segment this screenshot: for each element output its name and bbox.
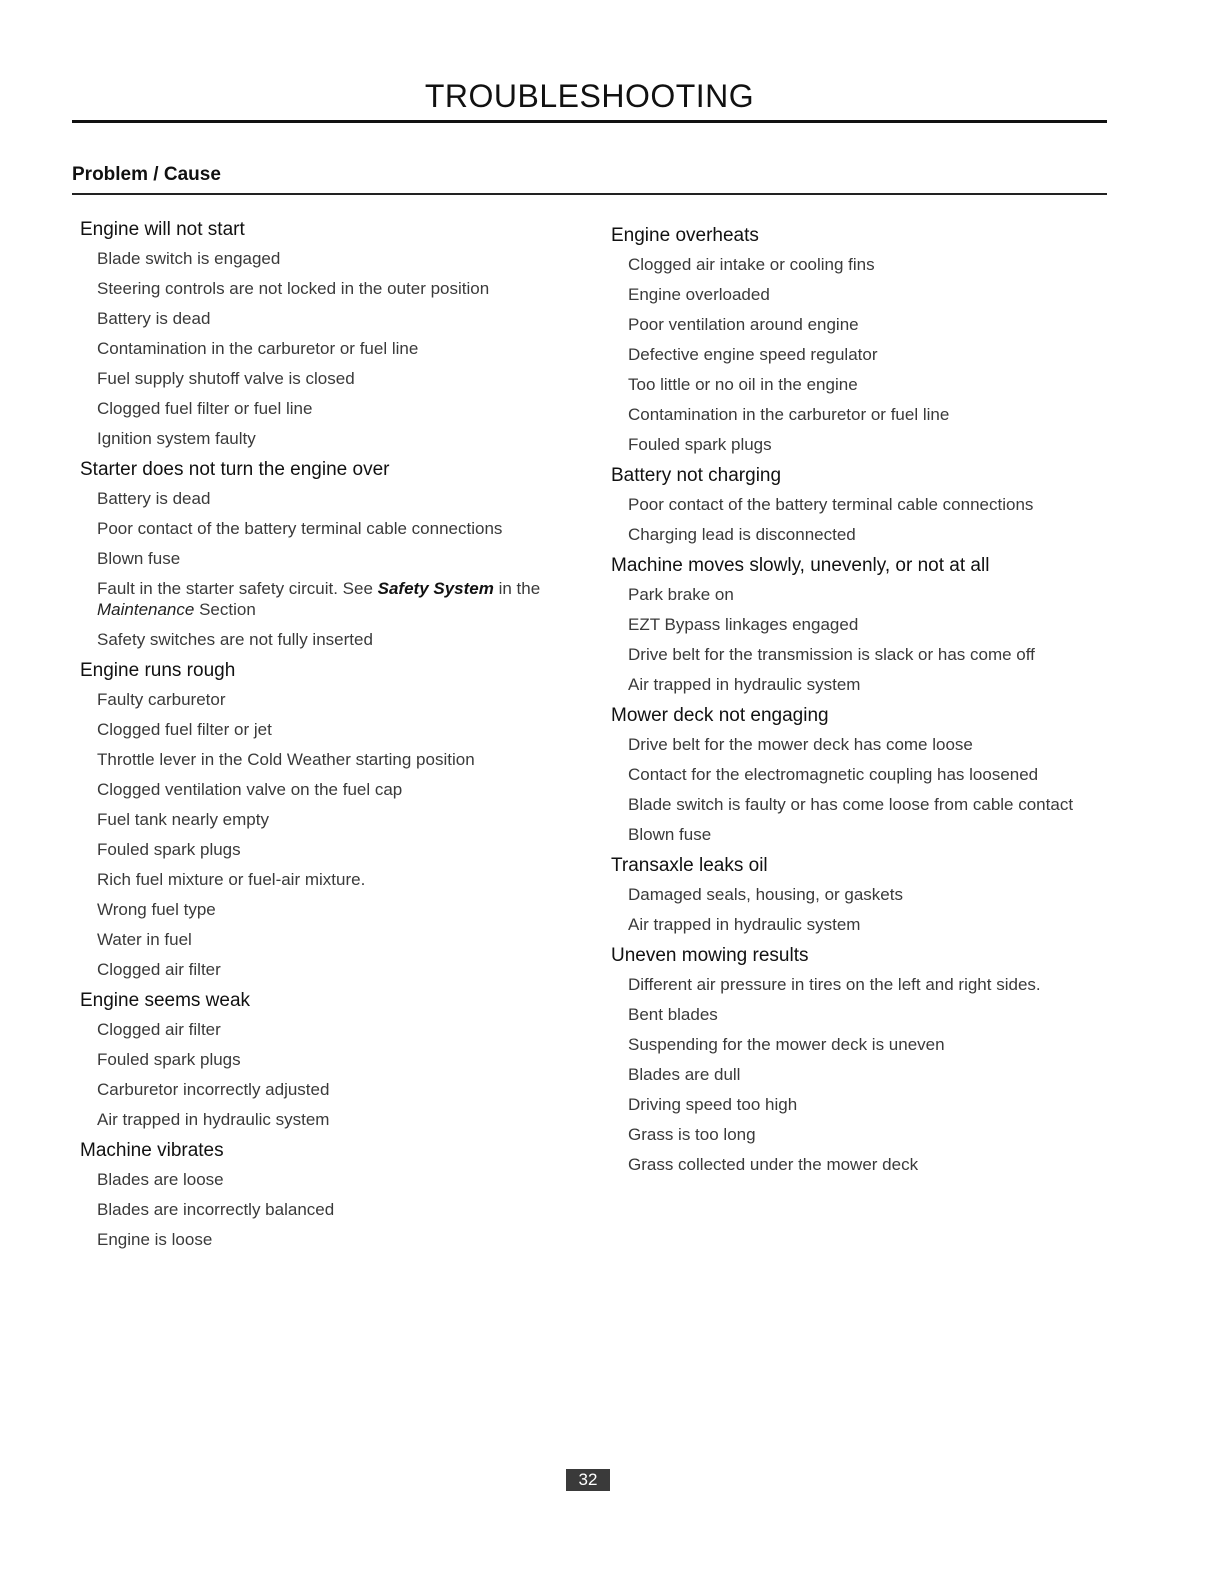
problem-group — [611, 464, 1111, 545]
cause-item: Too little or no oil in the engine — [628, 375, 858, 394]
cross-reference-italic: Maintenance — [97, 600, 195, 619]
cause-item: Clogged air filter — [97, 1020, 221, 1039]
problem-heading: Machine vibrates — [80, 1140, 224, 1161]
cause-item: Engine is loose — [97, 1230, 213, 1249]
problem-heading: Transaxle leaks oil — [611, 855, 768, 876]
problem-heading: Engine overheats — [611, 225, 759, 246]
cause-list — [611, 584, 1111, 695]
problem-heading: Machine moves slowly, unevenly, or not at all — [611, 555, 990, 576]
problem-heading: Starter does not turn the engine over — [80, 459, 390, 480]
cause-item: Air trapped in hydraulic system — [628, 915, 861, 934]
problem-heading: Battery not charging — [611, 465, 782, 486]
problem-heading: Engine will not start — [80, 219, 245, 240]
problem-group — [80, 1139, 580, 1250]
cause-text: Section — [194, 600, 256, 619]
cause-item: Driving speed too high — [628, 1095, 798, 1114]
cause-item: Suspending for the mower deck is uneven — [628, 1035, 945, 1054]
cause-item: Blade switch is engaged — [97, 249, 281, 268]
cause-text: in the — [493, 579, 541, 598]
cause-item: Contamination in the carburetor or fuel line — [628, 405, 950, 424]
cause-item: Water in fuel — [97, 930, 192, 949]
right-problem-column — [611, 224, 1111, 1184]
cause-item: Air trapped in hydraulic system — [628, 675, 861, 694]
cause-item: Blades are dull — [628, 1065, 741, 1084]
cause-item: Steering controls are not locked in the outer position — [97, 279, 490, 298]
cause-item: Different air pressure in tires on the left and right sides. — [628, 975, 1041, 994]
cause-item: Blade switch is faulty or has come loose from cable contact — [628, 795, 1074, 814]
cause-item: Damaged seals, housing, or gaskets — [628, 885, 903, 904]
cause-item: Grass is too long — [628, 1125, 756, 1144]
cause-list — [611, 884, 1111, 935]
cause-item: Charging lead is disconnected — [628, 525, 856, 544]
cause-item: Faulty carburetor — [97, 690, 226, 709]
cause-item: Poor contact of the battery terminal cable connections — [97, 519, 503, 538]
problem-group — [611, 224, 1111, 455]
problem-group — [80, 458, 580, 650]
cause-list — [80, 1169, 580, 1250]
cause-list — [80, 248, 580, 449]
problem-heading: Mower deck not engaging — [611, 705, 829, 726]
problem-group — [80, 659, 580, 980]
cause-item: Grass collected under the mower deck — [628, 1155, 919, 1174]
cause-list — [611, 254, 1111, 455]
cause-item: Clogged fuel filter or fuel line — [97, 399, 313, 418]
cause-item: Contamination in the carburetor or fuel line — [97, 339, 419, 358]
cause-item: Clogged fuel filter or jet — [97, 720, 272, 739]
cross-reference-bold: Safety System — [377, 579, 494, 598]
cause-item: Clogged ventilation valve on the fuel cap — [97, 780, 403, 799]
cause-item: Ignition system faulty — [97, 429, 256, 448]
cause-item: Fouled spark plugs — [628, 435, 772, 454]
problem-heading: Engine seems weak — [80, 990, 251, 1011]
cause-list — [80, 689, 580, 980]
problem-group — [80, 989, 580, 1130]
cause-item: EZT Bypass linkages engaged — [628, 615, 859, 634]
cause-item: Fouled spark plugs — [97, 1050, 241, 1069]
cause-item: Air trapped in hydraulic system — [97, 1110, 330, 1129]
cause-item — [97, 578, 580, 620]
cause-list — [611, 494, 1111, 545]
cause-item: Throttle lever in the Cold Weather starting position — [97, 750, 475, 769]
cause-item: Engine overloaded — [628, 285, 770, 304]
cause-text: Fault in the starter safety circuit. See — [97, 579, 378, 598]
cause-item: Blown fuse — [97, 549, 181, 568]
cause-item: Blades are loose — [97, 1170, 224, 1189]
problem-group — [80, 218, 580, 449]
page-title: TROUBLESHOOTING — [424, 78, 755, 114]
problem-heading: Uneven mowing results — [611, 945, 809, 966]
problem-group — [611, 944, 1111, 1175]
cause-item: Drive belt for the mower deck has come loose — [628, 735, 973, 754]
problem-group — [611, 554, 1111, 695]
cause-item: Blown fuse — [628, 825, 712, 844]
section-subheading: Problem / Cause — [72, 164, 221, 185]
cause-item: Park brake on — [628, 585, 734, 604]
cause-item: Contact for the electromagnetic coupling has loosened — [628, 765, 1039, 784]
cause-item: Rich fuel mixture or fuel-air mixture. — [97, 870, 366, 889]
cause-item: Clogged air intake or cooling fins — [628, 255, 875, 274]
cause-list — [611, 974, 1111, 1175]
problem-heading: Engine runs rough — [80, 660, 236, 681]
cause-item: Poor ventilation around engine — [628, 315, 859, 334]
cause-item: Blades are incorrectly balanced — [97, 1200, 335, 1219]
cause-list — [80, 1019, 580, 1130]
left-problem-column — [80, 218, 580, 1259]
page-number: 32 — [566, 1469, 610, 1491]
title-divider — [72, 120, 1107, 123]
cause-item: Fuel tank nearly empty — [97, 810, 269, 829]
cause-item: Battery is dead — [97, 309, 211, 328]
cause-list — [611, 734, 1111, 845]
cause-item: Battery is dead — [97, 489, 211, 508]
cause-item: Drive belt for the transmission is slack or has come off — [628, 645, 1035, 664]
cause-item: Fouled spark plugs — [97, 840, 241, 859]
cause-item: Wrong fuel type — [97, 900, 216, 919]
cause-item: Clogged air filter — [97, 960, 221, 979]
problem-group — [611, 854, 1111, 935]
cause-item: Defective engine speed regulator — [628, 345, 878, 364]
cause-item: Safety switches are not fully inserted — [97, 630, 373, 649]
cause-item: Carburetor incorrectly adjusted — [97, 1080, 330, 1099]
subheading-divider — [72, 193, 1107, 195]
cause-list — [80, 488, 580, 650]
cause-item: Fuel supply shutoff valve is closed — [97, 369, 355, 388]
problem-group — [611, 704, 1111, 845]
cause-item: Poor contact of the battery terminal cable connections — [628, 495, 1034, 514]
cause-item: Bent blades — [628, 1005, 718, 1024]
